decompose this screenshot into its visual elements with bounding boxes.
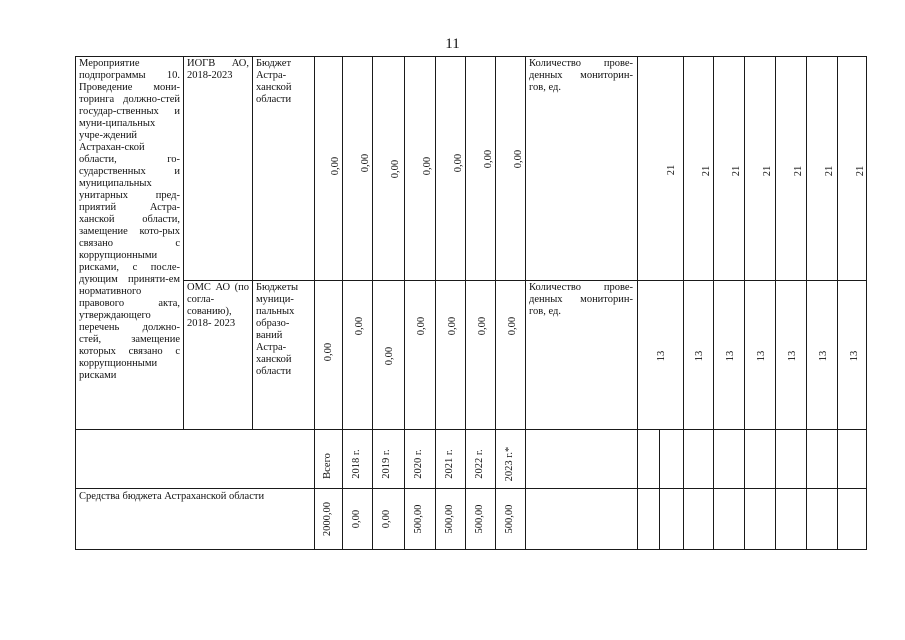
row2-value-2020: 0,00: [416, 316, 427, 336]
year-header-2022: 2022 г.: [474, 449, 485, 479]
row1-value-2020: 0,00: [422, 156, 433, 176]
col-divider: [183, 56, 184, 430]
col-divider: [837, 56, 838, 550]
row2-funding-source: Бюджеты муници-пальных образо-ваний Астра-ханской области: [256, 282, 299, 377]
col-divider: [435, 56, 436, 550]
row2-value-2023: 0,00: [507, 316, 518, 336]
row1-funding-source: Бюджет Астра-ханской области: [256, 58, 292, 105]
row-divider: [75, 488, 867, 489]
row2-value-2022: 0,00: [477, 316, 488, 336]
col-divider: [372, 56, 373, 550]
col-divider: [713, 56, 714, 550]
row2-value-total: 0,00: [323, 342, 334, 362]
row1-indicator: Количество прове-денных мониторин-гов, ед.: [529, 58, 633, 93]
table-border-right: [866, 56, 867, 550]
table-border-bottom: [75, 549, 867, 550]
row1-executor: ИОГВ АО, 2018-2023: [187, 58, 249, 81]
year-header-total: Всего: [322, 453, 333, 479]
col-divider: [314, 56, 315, 550]
col-divider: [495, 56, 496, 550]
col-divider: [659, 429, 660, 550]
total-value-2019: 0,00: [381, 509, 392, 529]
row2-indicator: Количество прове-денных мониторин-гов, ед.: [529, 282, 633, 317]
row1-value-2023: 0,00: [513, 149, 524, 169]
total-value-2022: 500,00: [474, 504, 485, 534]
total-value-2020: 500,00: [413, 504, 424, 534]
col-divider: [404, 56, 405, 550]
row1-target-2018: 21: [666, 164, 677, 176]
row1-value-2021: 0,00: [453, 153, 464, 173]
total-value-2023: 500,00: [504, 504, 515, 534]
col-divider: [683, 56, 684, 550]
row1-target-2022: 21: [793, 165, 804, 177]
row2-target-2022: 13: [787, 350, 798, 362]
col-divider: [775, 56, 776, 550]
row2-value-2021: 0,00: [447, 316, 458, 336]
row2-target-2023: 13: [818, 350, 829, 362]
row1-value-2018: 0,00: [360, 153, 371, 173]
row1-target-2023: 21: [824, 165, 835, 177]
col-divider: [252, 56, 253, 430]
total-value-2018: 0,00: [351, 509, 362, 529]
col-divider: [744, 56, 745, 550]
year-header-2023: 2023 г.*: [504, 446, 515, 482]
total-value-2021: 500,00: [444, 504, 455, 534]
table-border-top: [75, 56, 867, 57]
row2-target-2020: 13: [725, 350, 736, 362]
col-divider: [637, 56, 638, 550]
year-header-2021: 2021 г.: [444, 449, 455, 479]
table-border-left: [75, 56, 76, 550]
row1-value-total: 0,00: [330, 156, 341, 176]
row2-executor: ОМС АО (по согла-сованию), 2018- 2023: [187, 282, 249, 329]
row2-target-2018: 13: [656, 350, 667, 362]
col-divider: [342, 56, 343, 550]
row2-target-extra: 13: [849, 350, 860, 362]
row2-value-2018: 0,00: [354, 316, 365, 336]
row1-target-2020: 21: [731, 165, 742, 177]
row1-target-2019: 21: [701, 165, 712, 177]
col-divider: [806, 56, 807, 550]
row1-value-2019: 0,00: [390, 159, 401, 179]
row2-value-2019: 0,00: [384, 346, 395, 366]
total-value-all: 2000,00: [322, 501, 333, 537]
col-divider: [525, 56, 526, 550]
row1-target-extra: 21: [855, 165, 866, 177]
year-header-2018: 2018 г.: [351, 449, 362, 479]
row1-target-2021: 21: [762, 165, 773, 177]
year-header-2019: 2019 г.: [381, 449, 392, 479]
row2-target-2019: 13: [694, 350, 705, 362]
event-description: Мероприятие подпрограммы 10. Проведение мони-торинга должно-стей государ-ственных и муни-ципальных учре-ждений Астрахан-ской области, го-сударственных и муниципальных унитарных пред-приятий Астра-ханской области, замещение кото-рых связано с коррупционными рисками, с после-дующим приняти-ем нормативного правового акта, утверждающего перечень должно-стей, замещение которых связано с коррупционными рисками: [79, 58, 180, 381]
page-number: 11: [445, 36, 460, 52]
row2-target-2021: 13: [756, 350, 767, 362]
row-divider: [75, 429, 867, 430]
col-divider: [465, 56, 466, 550]
year-header-2020: 2020 г.: [413, 449, 424, 479]
total-row-label: Средства бюджета Астраханской области: [79, 491, 265, 502]
row1-value-2022: 0,00: [483, 149, 494, 169]
